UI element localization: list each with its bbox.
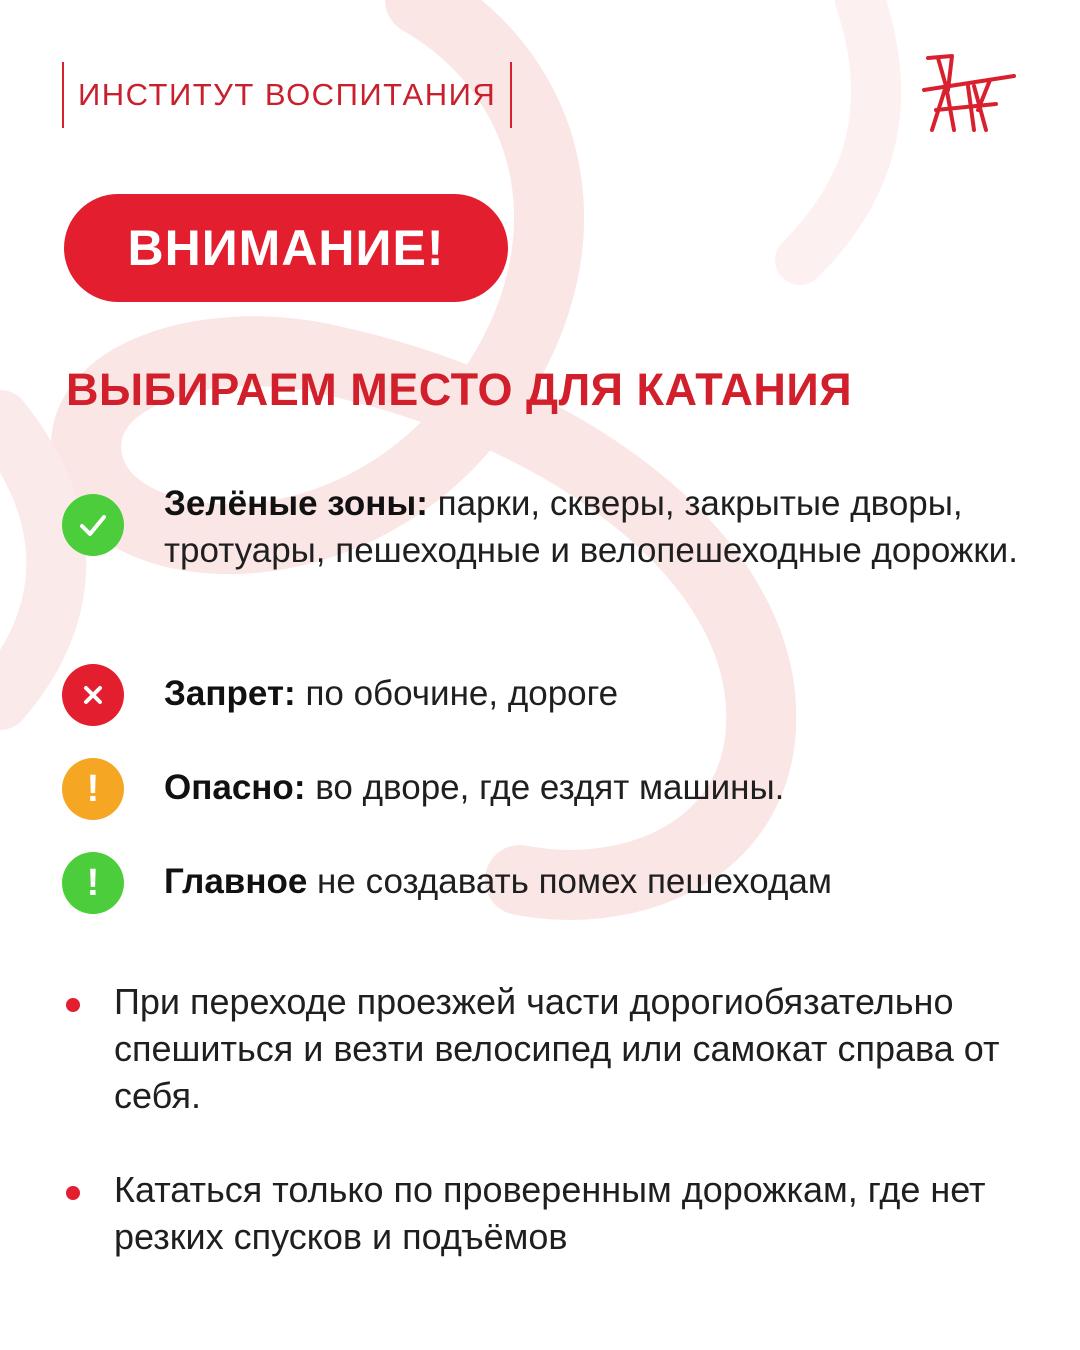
status-item-title: Зелёные зоны:	[164, 484, 428, 523]
status-item-title: Запрет:	[164, 674, 296, 713]
bullet-dot-icon	[66, 1186, 80, 1200]
institute-logo-icon	[918, 50, 1018, 134]
bullet-item-crossing	[66, 978, 1046, 1128]
organization-name: ИНСТИТУТ ВОСПИТАНИЯ	[78, 77, 497, 112]
exclamation-icon: !	[62, 852, 124, 914]
status-item-text	[164, 670, 1044, 717]
bullet-dot-icon	[66, 998, 80, 1012]
bullet-text: При переходе проезжей части дорогиобязательно спешиться и везти велосипед или самокат справа от себя.	[114, 981, 1000, 1116]
status-item-forbidden	[62, 664, 1022, 726]
status-item-title: Главное	[164, 862, 308, 901]
cross-icon	[62, 664, 124, 726]
bullet-text: Кататься только по проверенным дорожкам, где нет резких спусков и подъёмов	[114, 1169, 986, 1257]
exclamation-icon: !	[62, 758, 124, 820]
attention-badge	[64, 194, 508, 302]
section-title: ВЫБИРАЕМ МЕСТО ДЛЯ КАТАНИЯ	[66, 364, 853, 415]
status-item-description: парки, скверы, закрытые дворы, тротуары, пешеходные и велопешеходные дорожки.	[164, 484, 1018, 570]
check-icon	[62, 494, 124, 556]
status-item-main-rule	[62, 852, 1022, 914]
status-item-description: не создавать помех пешеходам	[317, 862, 832, 901]
status-item-green-zones	[62, 480, 1022, 630]
status-item-dangerous	[62, 758, 1022, 820]
status-item-title: Опасно:	[164, 768, 306, 807]
status-item-text	[164, 858, 1044, 905]
status-item-description: во дворе, где ездят машины.	[315, 768, 785, 807]
status-item-description: по обочине, дороге	[305, 674, 619, 713]
organization-name-block	[62, 62, 512, 128]
status-item-text	[164, 764, 1044, 811]
status-item-text	[164, 480, 1044, 574]
attention-label: ВНИМАНИЕ!	[127, 220, 445, 276]
bullet-item-checked-paths	[66, 1166, 1046, 1266]
